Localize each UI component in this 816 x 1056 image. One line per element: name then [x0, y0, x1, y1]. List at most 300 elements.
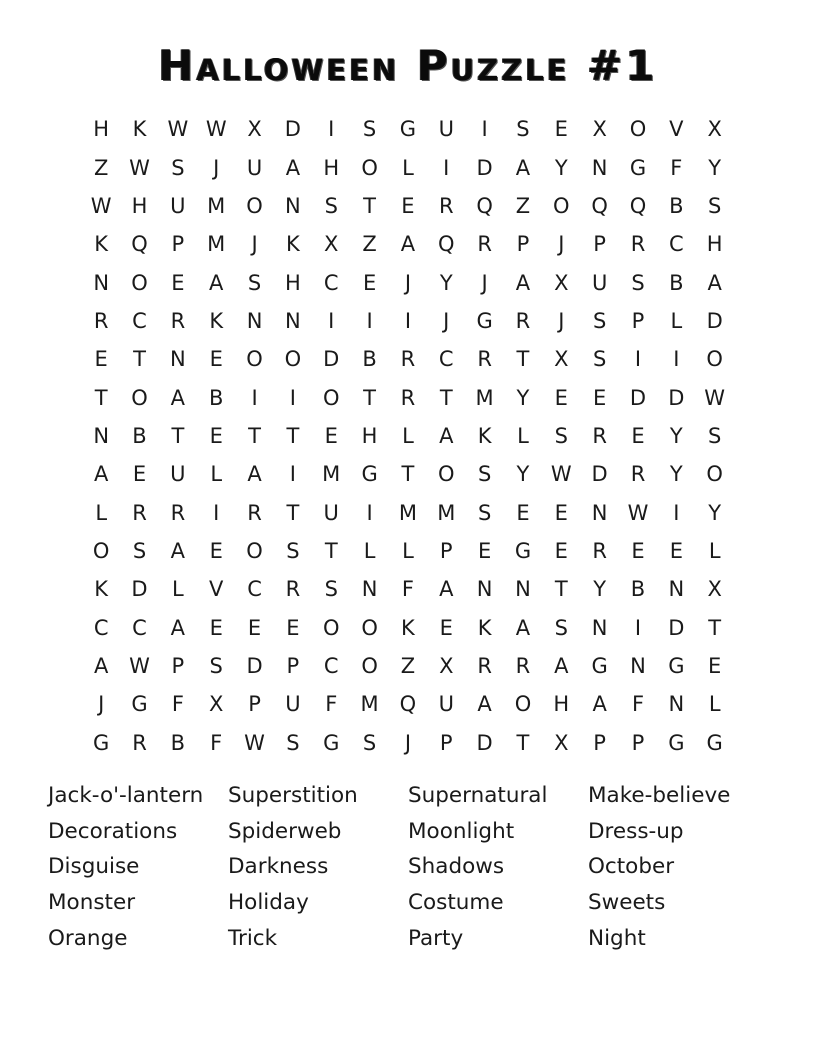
grid-letter: O: [131, 385, 148, 410]
grid-letter: E: [171, 270, 185, 295]
word-list-item: Shadows: [408, 854, 505, 880]
grid-letter: Z: [93, 155, 109, 180]
grid-letter: M: [398, 500, 417, 525]
grid-letter: S: [171, 155, 185, 180]
grid-letter: M: [437, 500, 456, 525]
grid-letter: V: [209, 577, 224, 602]
grid-letter: Q: [131, 232, 148, 257]
grid-letter: M: [322, 462, 341, 487]
grid-letter: W: [704, 385, 726, 410]
grid-letter: A: [515, 615, 531, 640]
grid-letter: P: [171, 653, 185, 678]
grid-letter: T: [94, 385, 108, 410]
grid-letter: R: [400, 347, 416, 372]
grid-letter: P: [439, 538, 453, 563]
grid-letter: P: [516, 232, 530, 257]
grid-letter: I: [634, 347, 642, 372]
grid-letter: R: [93, 308, 109, 333]
grid-letter: Y: [439, 270, 453, 295]
grid-letter: V: [669, 117, 684, 142]
grid-letter: Y: [554, 155, 568, 180]
grid-letter: E: [209, 615, 223, 640]
grid-letter: D: [476, 730, 493, 755]
grid-letter: A: [554, 653, 569, 678]
grid-letter: Y: [593, 577, 607, 602]
grid-letter: O: [131, 270, 148, 295]
grid-letter: Y: [669, 462, 683, 487]
grid-letter: B: [170, 730, 186, 755]
grid-letter: G: [93, 730, 110, 755]
word-list-item: Spiderweb: [228, 818, 342, 844]
grid-letter: L: [402, 538, 414, 563]
grid-letter: H: [284, 270, 301, 295]
grid-letter: E: [516, 500, 530, 525]
grid-letter: E: [94, 347, 108, 372]
grid-letter: D: [706, 308, 723, 333]
grid-letter: N: [170, 347, 186, 372]
grid-letter: L: [172, 577, 184, 602]
grid-letter: A: [400, 232, 416, 257]
grid-letter: I: [634, 615, 642, 640]
grid-letter: H: [553, 692, 570, 717]
grid-letter: G: [629, 155, 647, 180]
grid-letter: K: [286, 232, 300, 257]
grid-letter: R: [132, 500, 147, 525]
grid-letter: T: [286, 500, 300, 525]
grid-letter: I: [443, 155, 450, 180]
grid-letter: U: [438, 692, 454, 717]
grid-letter: C: [132, 615, 147, 640]
grid-letter: S: [592, 347, 607, 372]
grid-letter: X: [247, 117, 262, 142]
word-list-item: Holiday: [228, 890, 309, 916]
grid-letter: N: [285, 193, 301, 218]
grid-letter: F: [401, 577, 414, 602]
grid-letter: J: [443, 308, 450, 333]
grid-letter: R: [592, 423, 607, 448]
grid-letter: E: [554, 500, 568, 525]
grid-letter: E: [401, 193, 415, 218]
grid-letter: E: [554, 117, 568, 142]
grid-letter: U: [285, 692, 301, 717]
grid-letter: R: [515, 308, 531, 333]
puzzle-title: Halloween Puzzle #1: [158, 41, 658, 90]
grid-letter: E: [669, 538, 683, 563]
grid-letter: D: [629, 385, 647, 410]
grid-letter: G: [131, 692, 148, 717]
grid-letter: F: [210, 730, 223, 755]
grid-letter: H: [361, 423, 378, 448]
grid-letter: I: [673, 500, 680, 525]
grid-letter: Q: [399, 692, 417, 717]
grid-letter: W: [205, 117, 227, 142]
word-list-item: Trick: [228, 925, 278, 951]
grid-letter: R: [477, 232, 492, 257]
grid-letter: X: [324, 232, 339, 257]
grid-letter: O: [553, 193, 570, 218]
grid-letter: L: [517, 423, 529, 448]
grid-letter: S: [286, 730, 300, 755]
grid-letter: T: [516, 730, 530, 755]
grid-letter: N: [591, 615, 608, 640]
grid-letter: O: [246, 193, 263, 218]
grid-letter: N: [361, 577, 378, 602]
grid-letter: A: [285, 155, 301, 180]
grid-letter: I: [328, 308, 335, 333]
grid-letter: A: [439, 423, 454, 448]
grid-letter: K: [209, 308, 224, 333]
grid-letter: U: [246, 155, 263, 180]
grid-letter: T: [363, 193, 376, 218]
grid-letter: D: [246, 653, 263, 678]
grid-letter: X: [439, 653, 454, 678]
grid-letter: W: [550, 462, 572, 487]
grid-letter: R: [438, 193, 454, 218]
grid-letter: G: [476, 308, 493, 333]
word-list-item: Monster: [48, 890, 136, 916]
grid-letter: G: [361, 462, 378, 487]
grid-letter: N: [630, 653, 646, 678]
grid-letter: N: [515, 577, 531, 602]
grid-letter: I: [481, 117, 488, 142]
grid-letter: J: [481, 270, 488, 295]
grid-letter: E: [631, 423, 645, 448]
grid-letter: U: [591, 270, 608, 295]
grid-letter: B: [132, 423, 147, 448]
grid-letter: X: [707, 577, 722, 602]
grid-letter: A: [93, 653, 109, 678]
grid-letter: A: [515, 270, 531, 295]
grid-letter: W: [90, 193, 112, 218]
grid-letter: Y: [708, 155, 722, 180]
grid-letter: K: [132, 117, 147, 142]
grid-letter: R: [630, 232, 646, 257]
grid-letter: J: [404, 730, 412, 755]
grid-letter: T: [248, 423, 261, 448]
grid-letter: N: [591, 500, 608, 525]
grid-letter: U: [170, 462, 186, 487]
grid-letter: P: [593, 232, 606, 257]
grid-letter: R: [515, 653, 531, 678]
grid-letter: Y: [669, 423, 683, 448]
grid-letter: G: [668, 653, 685, 678]
grid-letter: D: [323, 347, 340, 372]
grid-letter: E: [554, 538, 568, 563]
grid-letter: K: [94, 232, 109, 257]
grid-letter: S: [554, 615, 568, 640]
grid-letter: E: [439, 615, 453, 640]
grid-letter: R: [630, 462, 646, 487]
grid-letter: A: [170, 615, 186, 640]
grid-letter: A: [93, 462, 109, 487]
grid-letter: E: [247, 615, 262, 640]
grid-letter: J: [558, 308, 565, 333]
grid-letter: E: [324, 423, 338, 448]
grid-letter: T: [439, 385, 453, 410]
grid-letter: Q: [629, 193, 647, 218]
grid-letter: K: [401, 615, 415, 640]
grid-letter: E: [631, 538, 645, 563]
grid-letter: A: [439, 577, 454, 602]
grid-letter: N: [591, 155, 608, 180]
grid-letter: E: [593, 385, 607, 410]
grid-letter: T: [708, 615, 722, 640]
grid-letter: A: [592, 692, 607, 717]
grid-letter: H: [93, 117, 110, 142]
grid-letter: G: [591, 653, 608, 678]
grid-letter: F: [670, 155, 683, 180]
grid-letter: X: [592, 117, 607, 142]
grid-letter: E: [209, 347, 223, 372]
grid-letter: J: [251, 232, 258, 257]
grid-letter: S: [477, 500, 492, 525]
word-list-item: Make-believe: [588, 783, 731, 808]
grid-letter: H: [131, 193, 148, 218]
grid-letter: R: [400, 385, 416, 410]
grid-letter: N: [285, 308, 301, 333]
grid-letter: S: [516, 117, 530, 142]
grid-letter: I: [328, 117, 335, 142]
grid-letter: O: [322, 385, 340, 410]
word-list-item: Dress-up: [588, 818, 684, 844]
grid-letter: Z: [362, 232, 377, 257]
grid-letter: J: [558, 232, 565, 257]
grid-letter: M: [207, 232, 226, 257]
grid-letter: J: [404, 270, 412, 295]
grid-letter: P: [286, 653, 300, 678]
grid-letter: K: [477, 423, 492, 448]
word-list: [48, 778, 768, 956]
grid-letter: Q: [438, 232, 455, 257]
grid-letter: C: [247, 577, 262, 602]
grid-letter: S: [362, 117, 377, 142]
grid-letter: E: [362, 270, 377, 295]
word-list-item: Orange: [48, 925, 128, 951]
grid-letter: R: [132, 730, 147, 755]
grid-letter: G: [668, 730, 685, 755]
grid-letter: O: [361, 653, 378, 678]
grid-letter: A: [707, 270, 722, 295]
grid-letter: I: [251, 385, 258, 410]
grid-letter: L: [363, 538, 376, 563]
grid-letter: T: [286, 423, 300, 448]
grid-letter: L: [402, 423, 414, 448]
grid-letter: E: [708, 653, 722, 678]
grid-letter: N: [668, 692, 685, 717]
grid-letter: O: [438, 462, 455, 487]
grid-letter: B: [362, 347, 377, 372]
grid-letter: W: [129, 653, 150, 678]
grid-letter: O: [284, 347, 302, 372]
grid-letter: L: [708, 538, 721, 563]
grid-letter: A: [170, 385, 186, 410]
grid-letter: O: [706, 347, 723, 372]
grid-letter: H: [323, 155, 340, 180]
grid-letter: X: [554, 270, 569, 295]
grid-letter: O: [322, 615, 340, 640]
grid-letter: A: [515, 155, 531, 180]
grid-letter: E: [286, 615, 300, 640]
grid-letter: N: [93, 423, 110, 448]
word-list-item: Night: [588, 925, 646, 951]
grid-letter: O: [246, 538, 263, 563]
grid-letter: S: [132, 538, 147, 563]
grid-letter: D: [131, 577, 148, 602]
grid-letter: W: [129, 155, 150, 180]
grid-letter: J: [213, 155, 220, 180]
grid-letter: S: [209, 653, 223, 678]
grid-letter: B: [669, 193, 684, 218]
grid-letter: L: [670, 308, 683, 333]
grid-letter: T: [401, 462, 415, 487]
grid-letter: S: [554, 423, 568, 448]
word-list-item: Party: [408, 925, 464, 951]
word-list-item: October: [588, 854, 675, 880]
grid-letter: I: [366, 500, 373, 525]
grid-letter: X: [209, 692, 224, 717]
grid-letter: G: [706, 730, 723, 755]
grid-letter: C: [93, 615, 109, 640]
grid-letter: Y: [516, 462, 530, 487]
letter-grid: [82, 110, 734, 762]
grid-letter: P: [631, 730, 645, 755]
grid-letter: C: [132, 308, 147, 333]
grid-letter: G: [323, 730, 340, 755]
grid-letter: N: [246, 308, 263, 333]
grid-letter: E: [132, 462, 147, 487]
grid-letter: O: [361, 615, 378, 640]
grid-letter: M: [207, 193, 226, 218]
grid-letter: P: [439, 730, 453, 755]
grid-letter: Z: [515, 193, 531, 218]
grid-letter: N: [93, 270, 110, 295]
grid-letter: I: [213, 500, 220, 525]
word-list-item: Disguise: [48, 854, 140, 880]
grid-letter: Y: [708, 500, 722, 525]
grid-letter: D: [284, 117, 301, 142]
grid-letter: R: [592, 538, 607, 563]
grid-letter: S: [286, 538, 300, 563]
grid-letter: S: [592, 308, 607, 333]
grid-letter: F: [631, 692, 645, 717]
grid-letter: D: [668, 385, 685, 410]
grid-letter: A: [209, 270, 224, 295]
grid-letter: D: [476, 155, 493, 180]
grid-letter: W: [244, 730, 265, 755]
grid-letter: J: [98, 692, 105, 717]
grid-letter: K: [94, 577, 109, 602]
grid-letter: T: [554, 577, 568, 602]
grid-letter: O: [514, 692, 532, 717]
grid-letter: F: [171, 692, 184, 717]
grid-letter: D: [668, 615, 685, 640]
grid-letter: O: [706, 462, 723, 487]
grid-letter: C: [323, 653, 339, 678]
grid-letter: O: [246, 347, 263, 372]
grid-letter: S: [324, 193, 338, 218]
grid-letter: I: [289, 462, 296, 487]
grid-letter: I: [289, 385, 296, 410]
grid-letter: A: [247, 462, 262, 487]
grid-letter: Y: [516, 385, 530, 410]
grid-letter: S: [708, 423, 722, 448]
grid-letter: S: [631, 270, 645, 295]
word-list-item: Superstition: [228, 783, 358, 808]
grid-letter: T: [516, 347, 530, 372]
grid-letter: B: [630, 577, 646, 602]
grid-letter: T: [363, 385, 376, 410]
grid-letter: R: [477, 347, 492, 372]
word-list-item: Supernatural: [408, 783, 548, 808]
grid-letter: I: [404, 308, 412, 333]
grid-letter: S: [477, 462, 492, 487]
grid-letter: M: [360, 692, 379, 717]
grid-letter: D: [591, 462, 608, 487]
grid-letter: R: [285, 577, 301, 602]
word-list-item: Jack-o'-lantern: [48, 783, 204, 808]
grid-letter: K: [477, 615, 492, 640]
word-list-item: Darkness: [228, 854, 329, 880]
grid-letter: C: [323, 270, 339, 295]
grid-letter: T: [171, 423, 185, 448]
grid-letter: B: [208, 385, 224, 410]
grid-letter: R: [247, 500, 262, 525]
grid-letter: C: [668, 232, 684, 257]
grid-letter: W: [167, 117, 189, 142]
grid-letter: S: [708, 193, 722, 218]
grid-letter: W: [627, 500, 649, 525]
grid-letter: I: [366, 308, 373, 333]
grid-letter: T: [324, 538, 338, 563]
grid-letter: U: [438, 117, 454, 142]
grid-letter: X: [707, 117, 722, 142]
grid-letter: P: [248, 692, 261, 717]
word-list-item: Costume: [408, 890, 504, 916]
grid-letter: Z: [400, 653, 416, 678]
grid-letter: H: [706, 232, 723, 257]
grid-letter: E: [477, 538, 492, 563]
grid-letter: N: [476, 577, 493, 602]
grid-letter: F: [325, 692, 338, 717]
grid-letter: E: [209, 423, 223, 448]
grid-letter: M: [475, 385, 494, 410]
grid-letter: A: [170, 538, 186, 563]
grid-letter: X: [554, 730, 569, 755]
grid-letter: L: [402, 155, 414, 180]
grid-letter: T: [133, 347, 146, 372]
grid-letter: G: [514, 538, 532, 563]
grid-letter: X: [554, 347, 569, 372]
grid-letter: E: [554, 385, 568, 410]
grid-letter: C: [438, 347, 454, 372]
grid-letter: S: [362, 730, 377, 755]
grid-letter: O: [361, 155, 378, 180]
word-list-item: Moonlight: [408, 818, 515, 844]
word-list-item: Decorations: [48, 818, 178, 844]
grid-letter: G: [399, 117, 417, 142]
grid-letter: E: [209, 538, 223, 563]
grid-letter: R: [170, 308, 186, 333]
grid-letter: O: [629, 117, 647, 142]
grid-letter: O: [92, 538, 110, 563]
grid-letter: L: [708, 692, 721, 717]
grid-letter: B: [669, 270, 684, 295]
grid-letter: L: [210, 462, 223, 487]
grid-letter: U: [170, 193, 186, 218]
grid-letter: I: [673, 347, 680, 372]
grid-letter: Q: [476, 193, 493, 218]
grid-letter: P: [171, 232, 185, 257]
